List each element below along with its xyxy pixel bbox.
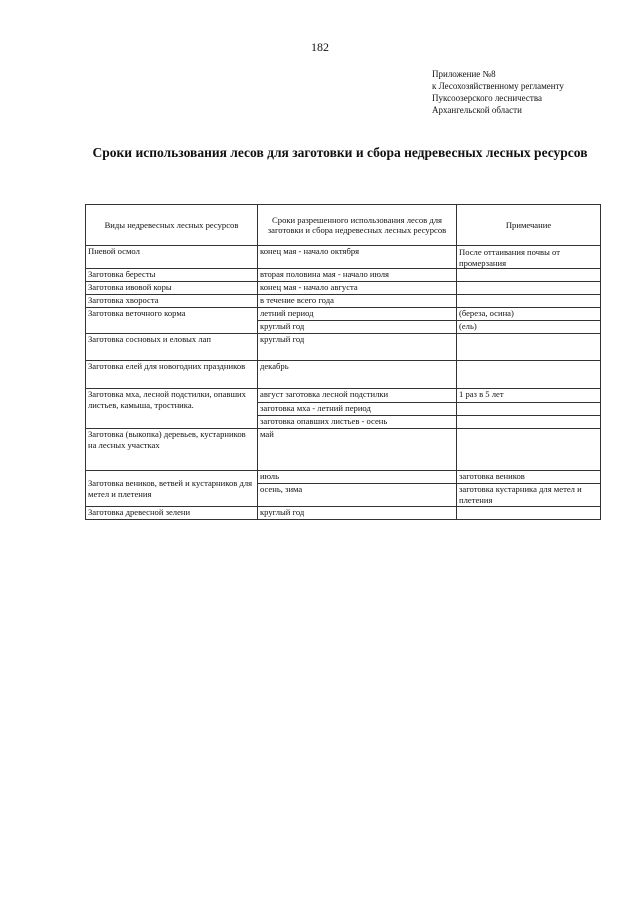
appendix-line-2: к Лесохозяйственному регламенту bbox=[432, 81, 564, 91]
resource-schedule-table bbox=[85, 204, 601, 520]
cell-resource: Заготовка хвороста bbox=[86, 295, 258, 308]
cell-period: август заготовка лесной подстилки bbox=[258, 389, 457, 403]
cell-note: (ель) bbox=[457, 321, 601, 334]
header-note: Примечание bbox=[457, 205, 601, 246]
table-row bbox=[86, 507, 601, 520]
cell-note: После оттаивания почвы от промерзания bbox=[457, 246, 601, 269]
cell-note: 1 раз в 5 лет bbox=[457, 389, 601, 403]
table-row bbox=[86, 246, 601, 269]
table-row bbox=[86, 471, 601, 484]
cell-resource: Заготовка (выкопка) деревьев, кустарников на лесных участках bbox=[86, 429, 258, 471]
cell-note bbox=[457, 282, 601, 295]
cell-resource: Заготовка бересты bbox=[86, 269, 258, 282]
table-header-row bbox=[86, 205, 601, 246]
cell-resource: Заготовка мха, лесной подстилки, опавших листьев, камыша, тростника. bbox=[86, 389, 258, 429]
appendix-line-3: Пуксоозерского лесничества bbox=[432, 93, 542, 103]
appendix-note bbox=[432, 68, 564, 116]
cell-period: осень, зима bbox=[258, 484, 457, 507]
cell-note bbox=[457, 429, 601, 471]
cell-period: круглый год bbox=[258, 321, 457, 334]
table-row bbox=[86, 295, 601, 308]
cell-period: конец мая - начало октября bbox=[258, 246, 457, 269]
cell-period: заготовка опавших листьев - осень bbox=[258, 416, 457, 429]
table-row bbox=[86, 269, 601, 282]
header-resource-type: Виды недревесных лесных ресурсов bbox=[86, 205, 258, 246]
cell-note: заготовка веников bbox=[457, 471, 601, 484]
cell-period: круглый год bbox=[258, 507, 457, 520]
table-row bbox=[86, 361, 601, 389]
cell-note: (береза, осина) bbox=[457, 308, 601, 321]
table-row bbox=[86, 429, 601, 471]
cell-period: конец мая - начало августа bbox=[258, 282, 457, 295]
cell-note bbox=[457, 295, 601, 308]
cell-resource: Заготовка веточного корма bbox=[86, 308, 258, 334]
cell-period: в течение всего года bbox=[258, 295, 457, 308]
cell-note bbox=[457, 507, 601, 520]
header-usage-period: Сроки разрешенного использования лесов для заготовки и сбора недревесных лесных ресурсов bbox=[258, 205, 457, 246]
cell-resource: Заготовка ивовой коры bbox=[86, 282, 258, 295]
cell-period: июль bbox=[258, 471, 457, 484]
document-title: Сроки использования лесов для заготовки и сбора недревесных лесных ресурсов bbox=[92, 145, 588, 160]
cell-period: май bbox=[258, 429, 457, 471]
cell-resource: Заготовка елей для новогодних праздников bbox=[86, 361, 258, 389]
table-row bbox=[86, 308, 601, 321]
page-number: 182 bbox=[311, 40, 329, 54]
appendix-line-4: Архангельской области bbox=[432, 105, 522, 115]
cell-period: вторая половина мая - начало июля bbox=[258, 269, 457, 282]
cell-resource: Заготовка древесной зелени bbox=[86, 507, 258, 520]
cell-note bbox=[457, 334, 601, 361]
cell-period: круглый год bbox=[258, 334, 457, 361]
cell-resource: Пневой осмол bbox=[86, 246, 258, 269]
cell-note bbox=[457, 403, 601, 416]
cell-note bbox=[457, 361, 601, 389]
appendix-line-1: Приложение №8 bbox=[432, 69, 496, 79]
cell-note bbox=[457, 416, 601, 429]
cell-period: летний период bbox=[258, 308, 457, 321]
table-row bbox=[86, 334, 601, 361]
cell-note bbox=[457, 269, 601, 282]
table-row bbox=[86, 389, 601, 403]
cell-period: заготовка мха - летний период bbox=[258, 403, 457, 416]
cell-resource: Заготовка сосновых и еловых лап bbox=[86, 334, 258, 361]
cell-note: заготовка кустарника для метел и плетения bbox=[457, 484, 601, 507]
cell-period: декабрь bbox=[258, 361, 457, 389]
cell-resource: Заготовка веников, ветвей и кустарников для метел и плетения bbox=[86, 471, 258, 507]
table-row bbox=[86, 282, 601, 295]
